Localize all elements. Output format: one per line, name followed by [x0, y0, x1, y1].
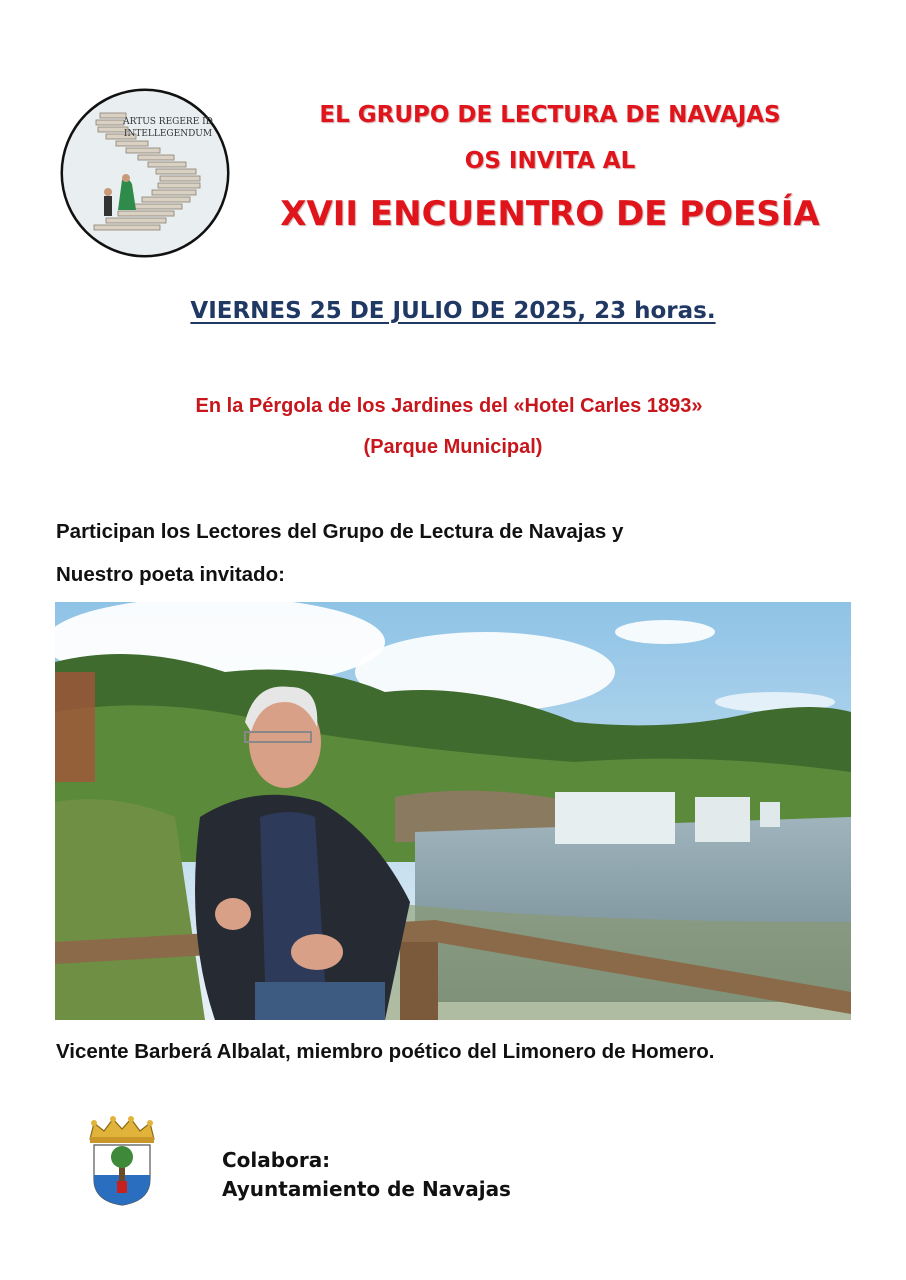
header-line1: EL GRUPO DE LECTURA DE NAVAJAS — [319, 102, 781, 128]
colabora-name: Ayuntamiento de Navajas — [222, 1177, 511, 1201]
header-line2: OS INVITA AL — [464, 148, 636, 174]
poet-waterfall-photo — [55, 602, 851, 1020]
logo-motto-line1: ARTUS REGERE ID — [123, 117, 213, 127]
venue-line2: (Parque Municipal) — [363, 436, 543, 458]
reading-group-logo-icon — [60, 88, 230, 258]
photo-caption: Vicente Barberá Albalat, miembro poético del Limonero de Homero. — [56, 1040, 715, 1063]
event-date — [0, 298, 906, 324]
event-date-text: VIERNES 25 DE JULIO DE 2025, 23 horas. — [190, 298, 716, 324]
navajas-coat-of-arms-icon — [86, 1115, 158, 1207]
venue-line1: En la Pérgola de los Jardines del «Hotel Carles 1893» — [195, 395, 703, 417]
logo-motto-line2: INTELLEGENDUM — [123, 129, 213, 139]
participants-line2: Nuestro poeta invitado: — [56, 563, 285, 586]
event-title: XVII ENCUENTRO DE POESÍA — [280, 194, 820, 234]
colabora-label: Colabora: — [222, 1148, 331, 1172]
participants-line1: Participan los Lectores del Grupo de Lectura de Navajas y — [56, 520, 624, 543]
